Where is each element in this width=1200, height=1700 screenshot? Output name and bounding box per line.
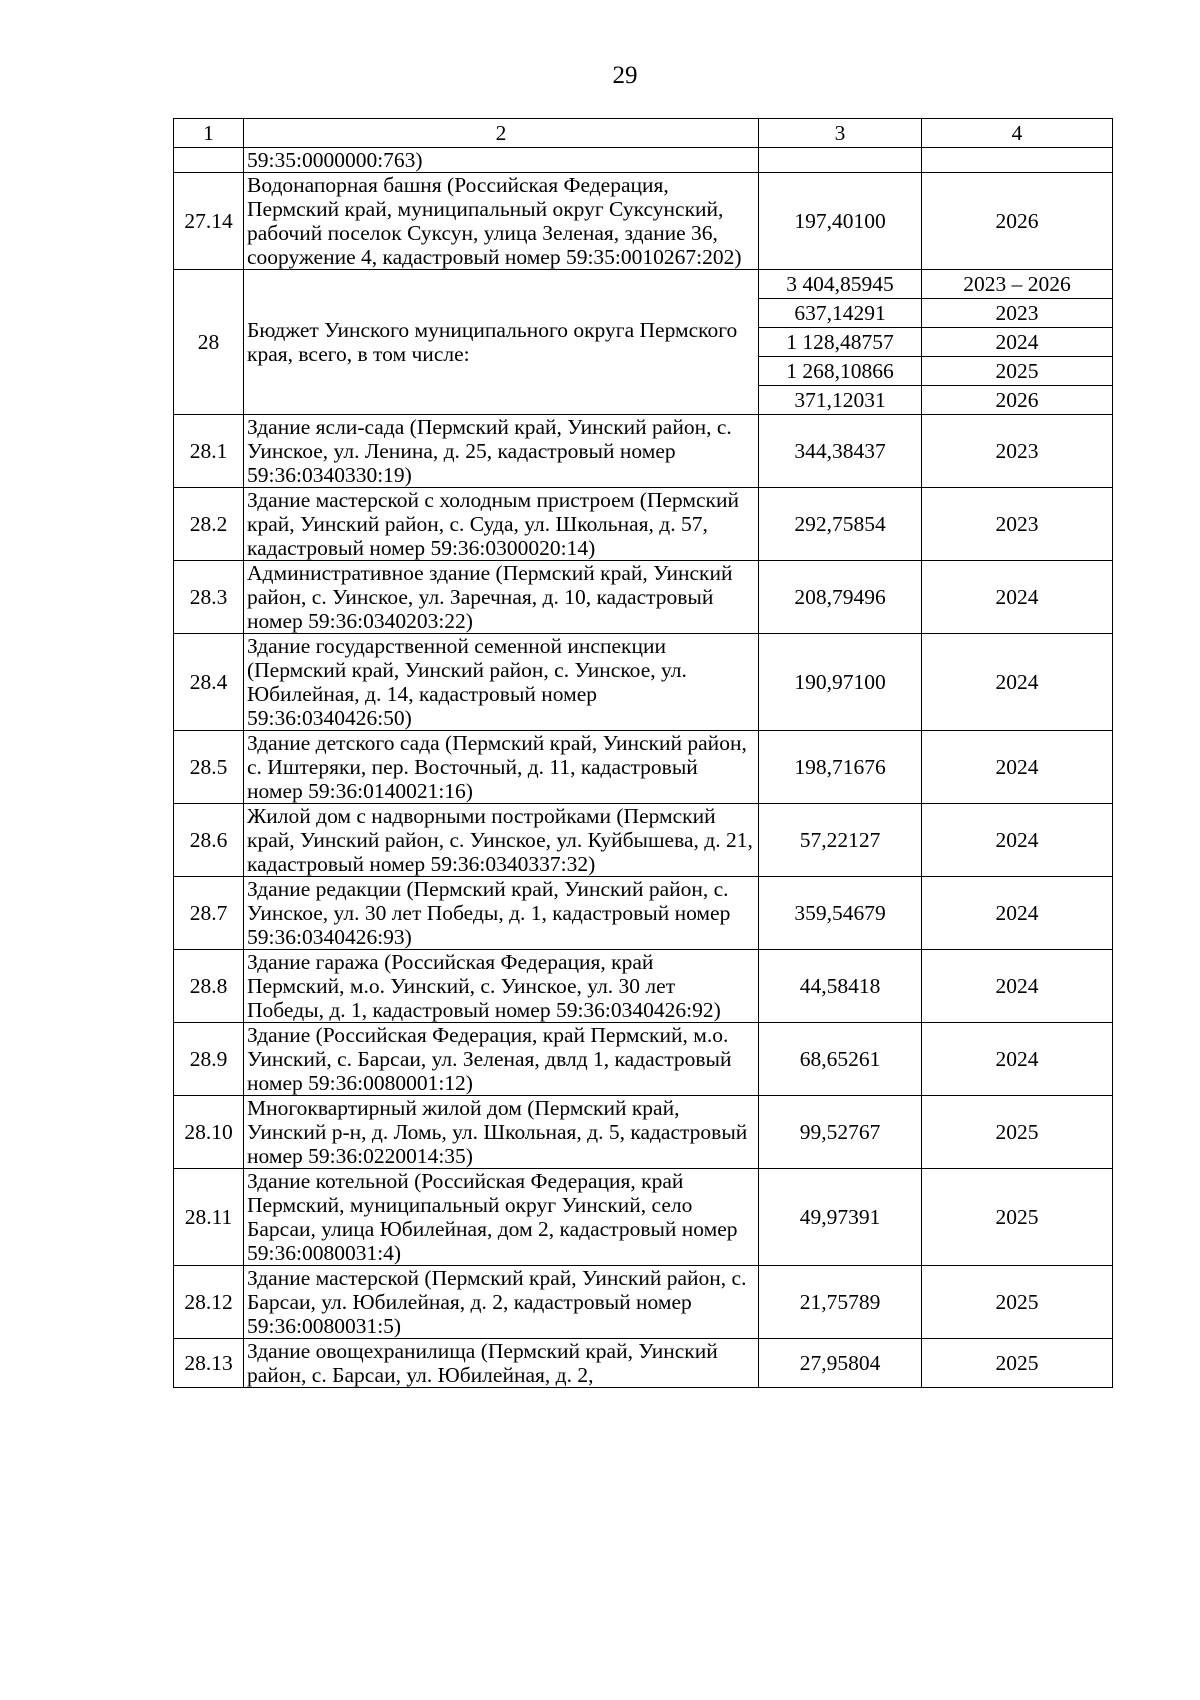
header-col-3: 3 bbox=[759, 119, 922, 148]
page-number: 29 bbox=[612, 62, 638, 89]
row-number: 28.1 bbox=[174, 415, 244, 488]
amount bbox=[759, 148, 922, 173]
amount: 21,75789 bbox=[759, 1266, 922, 1339]
header-col-4: 4 bbox=[922, 119, 1113, 148]
object-description: Здание ясли-сада (Пермский край, Уинский район, с. Уинское, ул. Ленина, д. 25, кадастровый номер 59:36:0340330:19) bbox=[244, 415, 759, 488]
year: 2024 bbox=[922, 877, 1113, 950]
row-number: 28.6 bbox=[174, 804, 244, 877]
amount: 27,95804 bbox=[759, 1339, 922, 1388]
header-row bbox=[174, 119, 1113, 148]
table-row bbox=[174, 634, 1113, 731]
row-number: 27.14 bbox=[174, 173, 244, 270]
budget-number: 28 bbox=[174, 270, 244, 415]
year: 2024 bbox=[922, 1023, 1113, 1096]
amount: 344,38437 bbox=[759, 415, 922, 488]
table-header bbox=[174, 119, 1113, 148]
budget-year: 2024 bbox=[922, 328, 1113, 357]
budget-row bbox=[174, 270, 1113, 299]
budget-year: 2026 bbox=[922, 386, 1113, 415]
year: 2025 bbox=[922, 1169, 1113, 1266]
table-row bbox=[174, 731, 1113, 804]
table-row bbox=[174, 1096, 1113, 1169]
year: 2024 bbox=[922, 950, 1113, 1023]
amount: 198,71676 bbox=[759, 731, 922, 804]
object-description: Здание овощехранилища (Пермский край, Уинский район, с. Барсаи, ул. Юбилейная, д. 2, bbox=[244, 1339, 759, 1388]
row-number: 28.11 bbox=[174, 1169, 244, 1266]
object-description: Водонапорная башня (Российская Федерация, Пермский край, муниципальный округ Суксунский, рабочий поселок Суксун, улица Зеленая, здание 36, сооружение 4, кадастровый номер 59:35:0010267:202) bbox=[244, 173, 759, 270]
row-number: 28.12 bbox=[174, 1266, 244, 1339]
budget-amount: 637,14291 bbox=[759, 299, 922, 328]
row-number bbox=[174, 148, 244, 173]
objects-table bbox=[173, 118, 1113, 1388]
table-row bbox=[174, 488, 1113, 561]
budget-amount: 1 268,10866 bbox=[759, 357, 922, 386]
row-number: 28.5 bbox=[174, 731, 244, 804]
table-row bbox=[174, 1266, 1113, 1339]
row-number: 28.4 bbox=[174, 634, 244, 731]
budget-amount: 371,12031 bbox=[759, 386, 922, 415]
continuation-row bbox=[174, 148, 1113, 173]
row-number: 28.8 bbox=[174, 950, 244, 1023]
table-row bbox=[174, 561, 1113, 634]
amount: 57,22127 bbox=[759, 804, 922, 877]
budget-period-total: 2023 – 2026 bbox=[922, 270, 1113, 299]
object-description: 59:35:0000000:763) bbox=[244, 148, 759, 173]
object-description: Здание гаража (Российская Федерация, край Пермский, м.о. Уинский, с. Уинское, ул. 30 лет Победы, д. 1, кадастровый номер 59:36:0340426:92) bbox=[244, 950, 759, 1023]
amount: 68,65261 bbox=[759, 1023, 922, 1096]
object-description: Здание мастерской (Пермский край, Уинский район, с. Барсаи, ул. Юбилейная, д. 2, кадастровый номер 59:36:0080031:5) bbox=[244, 1266, 759, 1339]
table-row bbox=[174, 415, 1113, 488]
object-description: Здание мастерской с холодным пристроем (Пермский край, Уинский район, с. Суда, ул. Школьная, д. 57, кадастровый номер 59:36:0300020:14) bbox=[244, 488, 759, 561]
amount: 49,97391 bbox=[759, 1169, 922, 1266]
object-description: Здание редакции (Пермский край, Уинский район, с. Уинское, ул. 30 лет Победы, д. 1, кадастровый номер 59:36:0340426:93) bbox=[244, 877, 759, 950]
object-description: Административное здание (Пермский край, Уинский район, с. Уинское, ул. Заречная, д. 10, кадастровый номер 59:36:0340203:22) bbox=[244, 561, 759, 634]
amount: 99,52767 bbox=[759, 1096, 922, 1169]
budget-description: Бюджет Уинского муниципального округа Пермского края, всего, в том числе: bbox=[244, 270, 759, 415]
row-number: 28.9 bbox=[174, 1023, 244, 1096]
object-description: Здание государственной семенной инспекции (Пермский край, Уинский район, с. Уинское, ул. Юбилейная, д. 14, кадастровый номер 59:36:0340426:50) bbox=[244, 634, 759, 731]
row-number: 28.3 bbox=[174, 561, 244, 634]
row-number: 28.10 bbox=[174, 1096, 244, 1169]
year: 2024 bbox=[922, 731, 1113, 804]
table-row bbox=[174, 173, 1113, 270]
row-number: 28.2 bbox=[174, 488, 244, 561]
table-row bbox=[174, 1023, 1113, 1096]
year bbox=[922, 148, 1113, 173]
year: 2025 bbox=[922, 1266, 1113, 1339]
year: 2025 bbox=[922, 1096, 1113, 1169]
amount: 208,79496 bbox=[759, 561, 922, 634]
row-number: 28.7 bbox=[174, 877, 244, 950]
budget-year: 2023 bbox=[922, 299, 1113, 328]
year: 2023 bbox=[922, 488, 1113, 561]
year: 2024 bbox=[922, 804, 1113, 877]
object-description: Здание котельной (Российская Федерация, край Пермский, муниципальный округ Уинский, село Барсаи, улица Юбилейная, дом 2, кадастровый номер 59:36:0080031:4) bbox=[244, 1169, 759, 1266]
budget-amount-total: 3 404,85945 bbox=[759, 270, 922, 299]
header-col-2: 2 bbox=[244, 119, 759, 148]
amount: 359,54679 bbox=[759, 877, 922, 950]
amount: 292,75854 bbox=[759, 488, 922, 561]
table-row bbox=[174, 804, 1113, 877]
year: 2024 bbox=[922, 561, 1113, 634]
header-col-1: 1 bbox=[174, 119, 244, 148]
table-row bbox=[174, 1169, 1113, 1266]
table-row bbox=[174, 1339, 1113, 1388]
budget-amount: 1 128,48757 bbox=[759, 328, 922, 357]
table-row bbox=[174, 877, 1113, 950]
amount: 190,97100 bbox=[759, 634, 922, 731]
year: 2026 bbox=[922, 173, 1113, 270]
amount: 197,40100 bbox=[759, 173, 922, 270]
year: 2023 bbox=[922, 415, 1113, 488]
object-rows bbox=[174, 415, 1113, 1388]
amount: 44,58418 bbox=[759, 950, 922, 1023]
budget-year: 2025 bbox=[922, 357, 1113, 386]
object-description: Здание детского сада (Пермский край, Уинский район, с. Иштеряки, пер. Восточный, д. 11, кадастровый номер 59:36:0140021:16) bbox=[244, 731, 759, 804]
object-description: Многоквартирный жилой дом (Пермский край, Уинский р-н, д. Ломь, ул. Школьная, д. 5, кадастровый номер 59:36:0220014:35) bbox=[244, 1096, 759, 1169]
object-description: Здание (Российская Федерация, край Пермский, м.о. Уинский, с. Барсаи, ул. Зеленая, двлд 1, кадастровый номер 59:36:0080001:12) bbox=[244, 1023, 759, 1096]
year: 2025 bbox=[922, 1339, 1113, 1388]
table-row bbox=[174, 950, 1113, 1023]
year: 2024 bbox=[922, 634, 1113, 731]
object-description: Жилой дом с надворными постройками (Пермский край, Уинский район, с. Уинское, ул. Куйбышева, д. 21, кадастровый номер 59:36:0340337:32) bbox=[244, 804, 759, 877]
row-number: 28.13 bbox=[174, 1339, 244, 1388]
table-body bbox=[174, 148, 1113, 415]
